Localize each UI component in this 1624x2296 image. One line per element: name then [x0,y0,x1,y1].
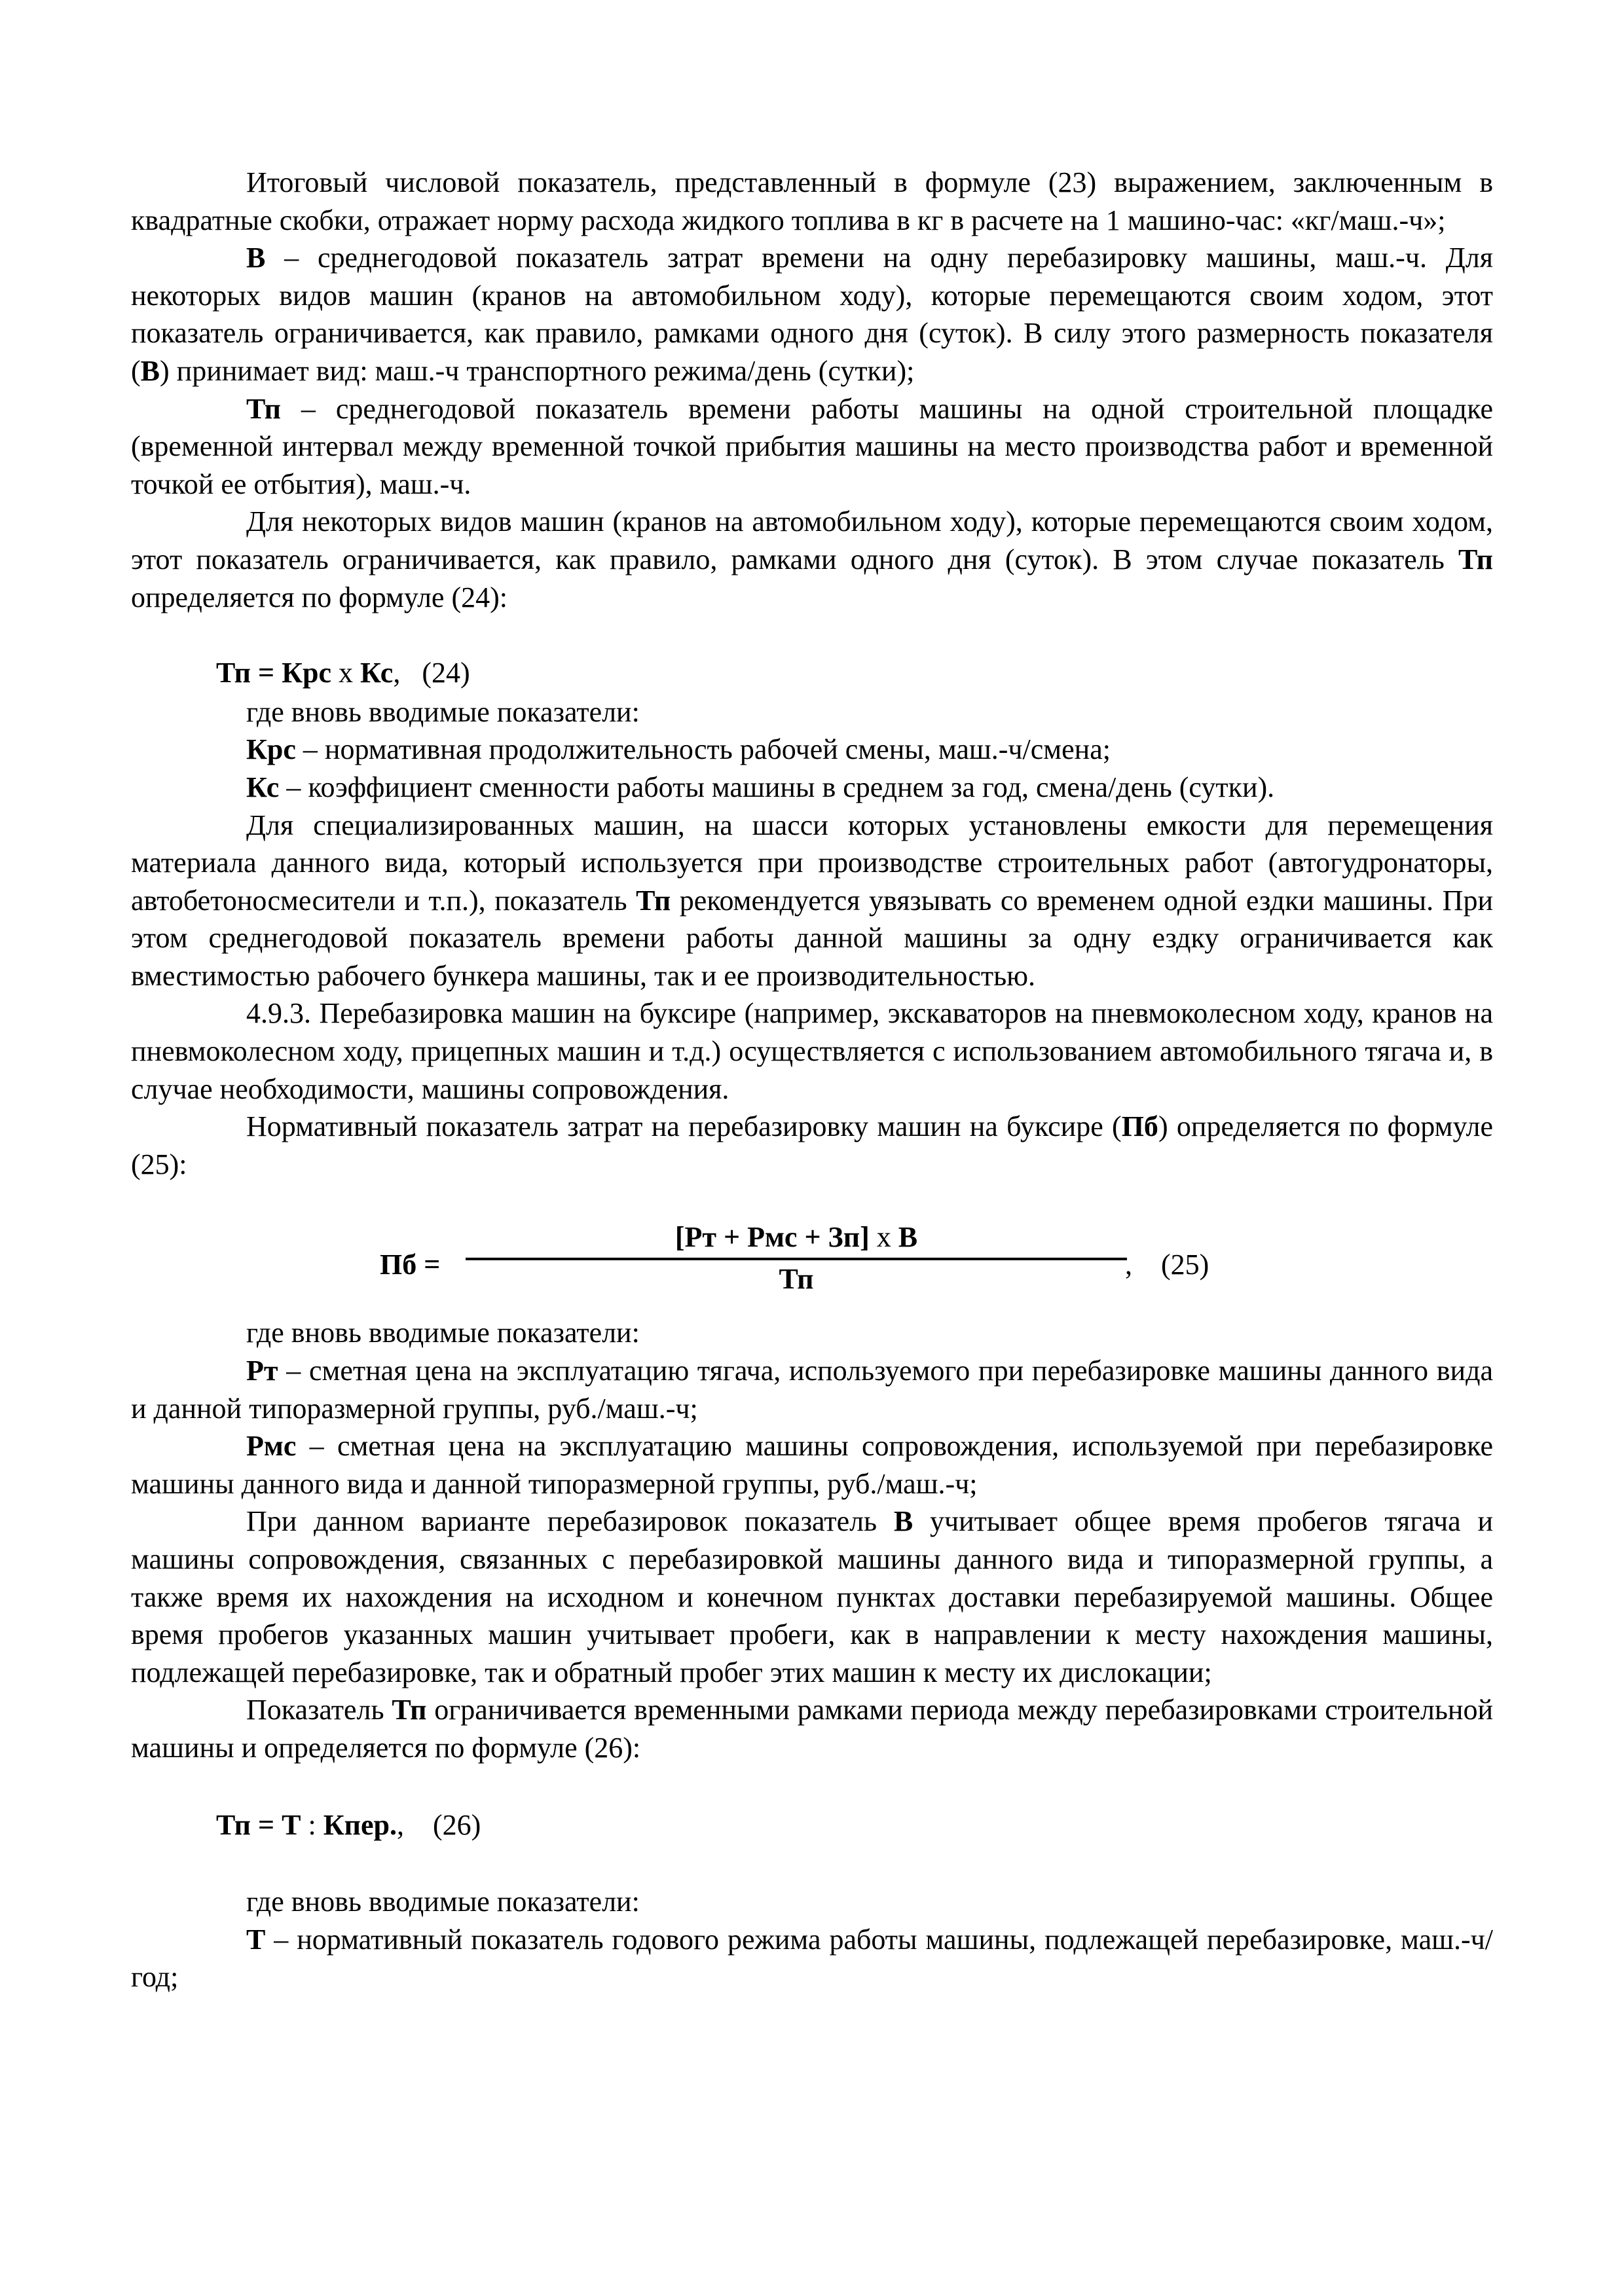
paragraph-b-towing [131,1503,1493,1691]
paragraph-text: При данном варианте перебазировок показатель [246,1505,894,1538]
definition-t [131,1921,1493,1996]
where-heading [131,1883,1493,1921]
term-rms: Рмс [246,1430,297,1463]
formula-lhs: Пб = [380,1248,448,1281]
where-heading [131,693,1493,731]
paragraph-text: – среднегодовой показатель времени работы машины на одной строительной площадке (временной интервал между временной точкой прибытия машины на место производства работ и временной точкой ее отбытия), маш.-ч. [131,392,1493,500]
paragraph-text: ограничивается временными рамками периода между перебазировками строительной машины и определяется по формуле (26): [131,1694,1493,1764]
paragraph-text: ) принимает вид: маш.-ч транспортного режима/день (сутки); [160,354,915,387]
definition-rms [131,1427,1493,1503]
paragraph-section-4-9-3 [131,994,1493,1108]
term-tp: Тп [246,392,282,425]
term-tp: Тп [392,1694,427,1726]
formula-number: , (26) [396,1808,481,1841]
definition-text: – сметная цена на эксплуатацию тягача, используемого при перебазировке машины данного вида и данной типоразмерной группы, руб./маш.-ч; [131,1355,1493,1425]
formula-operator: : [301,1808,323,1841]
formula-denominator: Тп [779,1263,814,1296]
paragraph-text: рекомендуется увязывать со временем одной ездки машины. При этом среднегодовой показатель времени работы данной машины за одну ездку ограничивается как вместимостью рабочего бункера машины, так и ее производительностью. [131,884,1493,992]
formula-number: , (24) [393,657,470,689]
paragraph-text: Нормативный показатель затрат на перебазировку машин на буксире ( [246,1110,1122,1143]
formula-26 [131,1806,1493,1844]
term-b: В [246,242,266,274]
paragraph-tp-limit [131,1691,1493,1766]
formula-operator: х [869,1221,898,1254]
page-content [131,164,1493,1996]
formula-numerator [466,1218,1127,1256]
paragraph-b-definition [131,239,1493,390]
definition-text: – коэффициент сменности работы машины в среднем за год, смена/день (сутки). [279,771,1275,803]
term-tp: Тп [1458,543,1493,575]
where-text: где вновь вводимые показатели: [246,1317,640,1349]
definition-text: – нормативный показатель годового режима работы машины, подлежащей перебазировке, маш.-ч/год; [131,1923,1493,1994]
definition-rt [131,1352,1493,1427]
paragraph-text: учитывает общее время пробегов тягача и машины сопровождения, связанных с перебазировкой машины данного вида и типоразмерной группы, а также время их нахождения на исходном и конечном пунктах доставки перебазируемой машины. Общее время пробегов указанных машин учитывает пробеги, как в направлении к месту нахождения машины, подлежащей перебазировке, так и обратный пробег этих машин к месту их дислокации; [131,1505,1493,1688]
numerator-sum: [Рт + Рмс + Зп] [674,1221,870,1254]
definition-text: – сметная цена на эксплуатацию машины сопровождения, используемой при перебазировке машины данного вида и данной типоразмерной группы, руб./маш.-ч; [131,1430,1493,1500]
term-b-inline: В [140,354,160,387]
paragraph-text: 4.9.3. Перебазировка машин на буксире (например, экскаваторов на пневмоколесном ходу, кранов на пневмоколесном ходу, прицепных машин и т.д.) осуществляется с использованием автомобильного тягача и, в случае необходимости, машины сопровождения. [131,997,1493,1105]
formula-operator: х [331,657,360,689]
paragraph-specialized-machines [131,807,1493,995]
paragraph-text: Показатель [246,1694,392,1726]
paragraph-text: Итоговый числовой показатель, представленный в формуле (23) выражением, заключенным в квадратные скобки, отражает норму расхода жидкого топлива в кг в расчете на 1 машино-час: «кг/маш.-ч»; [131,166,1493,236]
term-ks: Кс [246,771,280,803]
where-text: где вновь вводимые показатели: [246,1886,640,1918]
term-rt: Рт [246,1355,278,1387]
paragraph-text: – среднегодовой показатель затрат времени на одну перебазировку машины, маш.-ч. Для некоторых видов машин (кранов на автомобильном ходу), которые перемещаются своим ходом, этот показатель ограничивается, как правило, рамками одного дня (суток). В силу этого размерность показателя ( [131,242,1493,387]
paragraph-tp-cranes [131,503,1493,616]
paragraph-text: ) определяется по формуле (25): [131,1110,1493,1180]
formula-number: , (25) [1125,1248,1209,1281]
formula-lhs: Тп = Крс [216,657,331,689]
definition-krs [131,731,1493,769]
term-tp: Тп [636,884,671,917]
definition-ks [131,769,1493,807]
term-t: Т [246,1923,266,1956]
formula-24 [131,654,1493,692]
term-pb: Пб [1121,1110,1158,1143]
paragraph-text: Для некоторых видов машин (кранов на автомобильном ходу), которые перемещаются своим ходом, этот показатель ограничивается, как правило, рамками одного дня (суток). В этом случае показатель [131,505,1493,575]
term-b: В [893,1505,913,1538]
formula-25 [131,1221,1493,1311]
formula-rhs: Кпер. [323,1808,397,1841]
term-krs: Крс [246,733,296,766]
paragraph-tp-definition [131,390,1493,503]
definition-text: – нормативная продолжительность рабочей смены, маш.-ч/смена; [295,733,1111,766]
numerator-b: В [898,1221,918,1254]
paragraph-pb-indicator [131,1108,1493,1183]
paragraph-fuel-norm [131,164,1493,239]
formula-lhs: Тп = Т [216,1808,301,1841]
paragraph-text: определяется по формуле (24): [131,581,507,613]
where-text: где вновь вводимые показатели: [246,695,640,728]
paragraph-text: Для специализированных машин, на шасси которых установлены емкости для перемещения материала данного вида, который используется при производстве строительных работ (автогудронаторы, автобетоносмесители и т.п.), показатель [131,809,1493,917]
where-heading [131,1314,1493,1352]
formula-rhs: Кс [360,657,394,689]
